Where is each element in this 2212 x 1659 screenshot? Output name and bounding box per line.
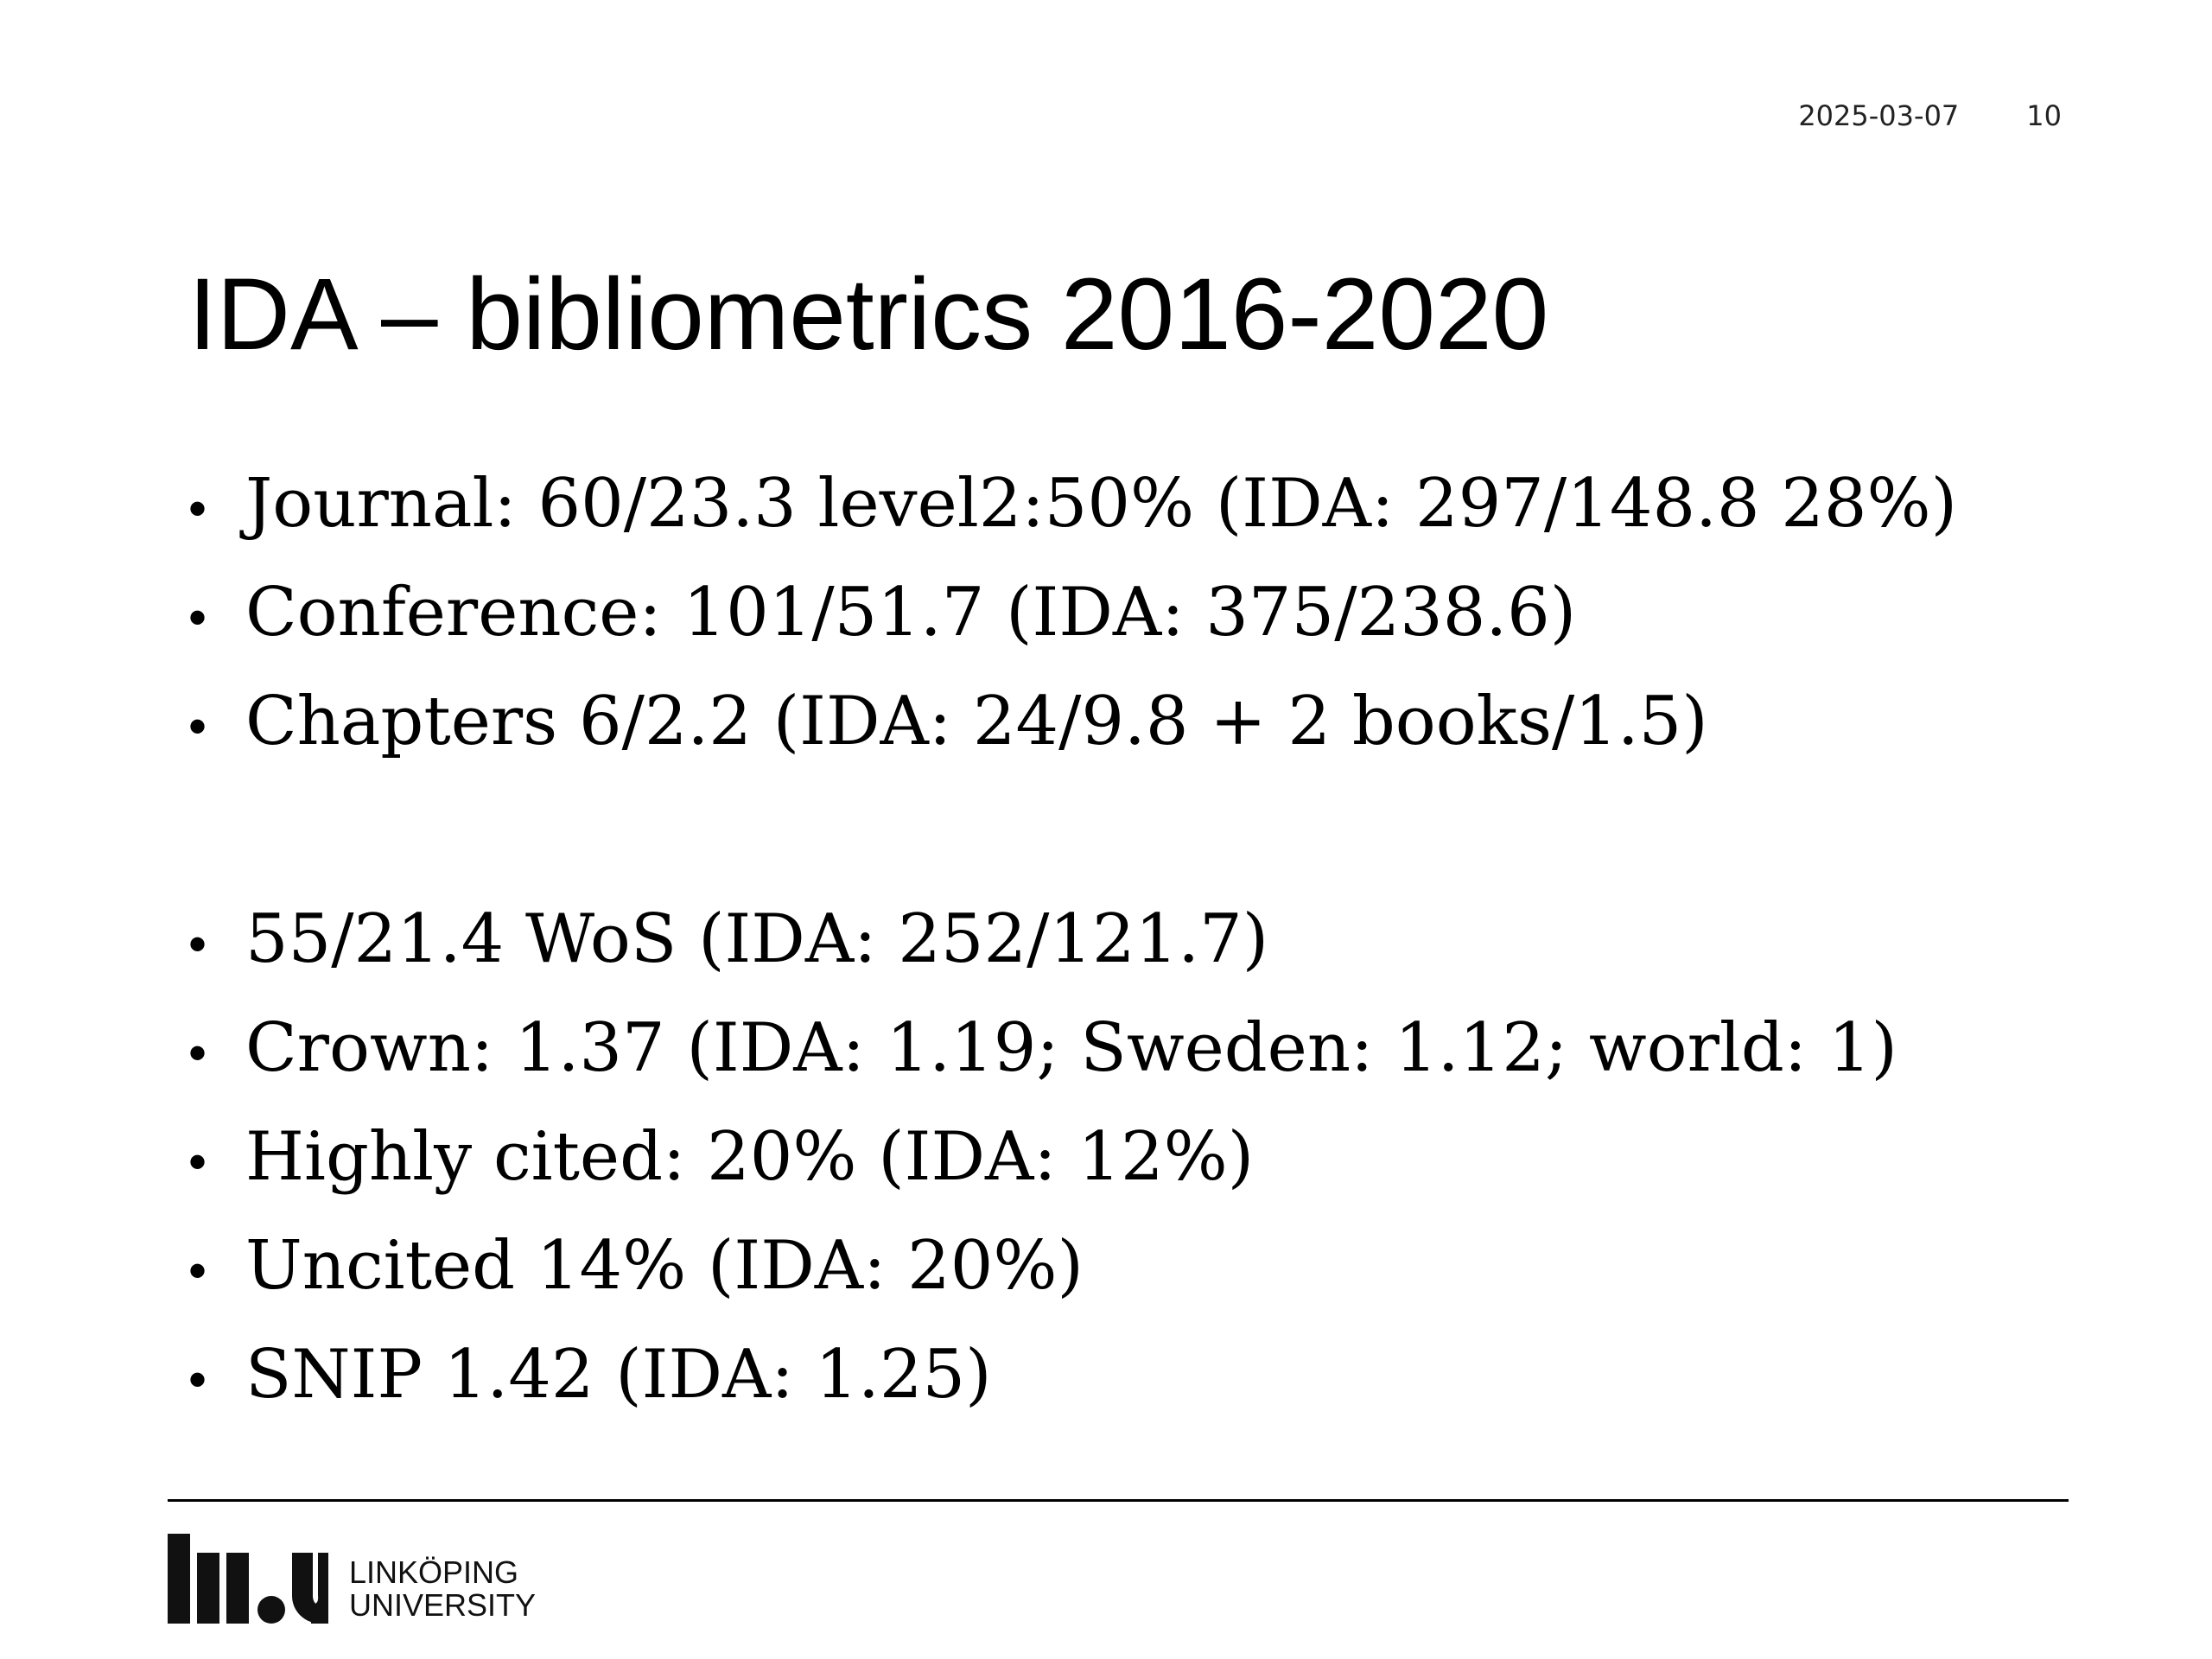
slide-title: IDA – bibliometrics 2016-2020: [188, 257, 1549, 372]
university-logo: [168, 1534, 536, 1624]
bullet-icon: •: [188, 1351, 207, 1408]
bullet-text: Crown: 1.37 (IDA: 1.19; Sweden: 1.12; world: 1): [245, 1009, 1897, 1087]
bullet-icon: •: [188, 915, 207, 973]
slide-header-meta: [1798, 99, 2062, 132]
list-item: [188, 1103, 1957, 1211]
bullet-icon: •: [188, 480, 207, 537]
liu-logo-icon: [168, 1534, 328, 1624]
list-item: [188, 885, 1957, 994]
bullet-icon: •: [188, 1242, 207, 1300]
bullet-icon: •: [188, 588, 207, 646]
slide-page-number: 10: [2026, 99, 2062, 132]
footer-divider: [168, 1499, 2069, 1502]
bullet-text: SNIP 1.42 (IDA: 1.25): [245, 1336, 992, 1414]
list-item: [188, 558, 1957, 667]
list-item: [188, 1211, 1957, 1320]
bullet-icon: •: [188, 697, 207, 755]
bullet-text: Journal: 60/23.3 level2:50% (IDA: 297/148.8 28%): [245, 465, 1958, 543]
list-item: [188, 667, 1957, 776]
list-item: [188, 1320, 1957, 1429]
logo-wordmark: [349, 1556, 536, 1622]
logo-line-1: LINKÖPING: [349, 1554, 519, 1591]
bullet-text: 55/21.4 WoS (IDA: 252/121.7): [245, 900, 1269, 978]
list-item: [188, 994, 1957, 1103]
bullet-text: Highly cited: 20% (IDA: 12%): [245, 1118, 1255, 1196]
list-spacer: [188, 776, 1957, 885]
slide-date: 2025-03-07: [1798, 99, 1960, 132]
list-item: [188, 449, 1957, 558]
logo-line-2: UNIVERSITY: [349, 1587, 537, 1624]
bullet-text: Conference: 101/51.7 (IDA: 375/238.6): [245, 574, 1577, 652]
bullet-icon: •: [188, 1133, 207, 1191]
bullet-icon: •: [188, 1024, 207, 1082]
bullet-list: [188, 449, 1957, 1429]
bullet-text: Uncited 14% (IDA: 20%): [245, 1227, 1084, 1305]
bullet-text: Chapters 6/2.2 (IDA: 24/9.8 + 2 books/1.5): [245, 683, 1708, 760]
